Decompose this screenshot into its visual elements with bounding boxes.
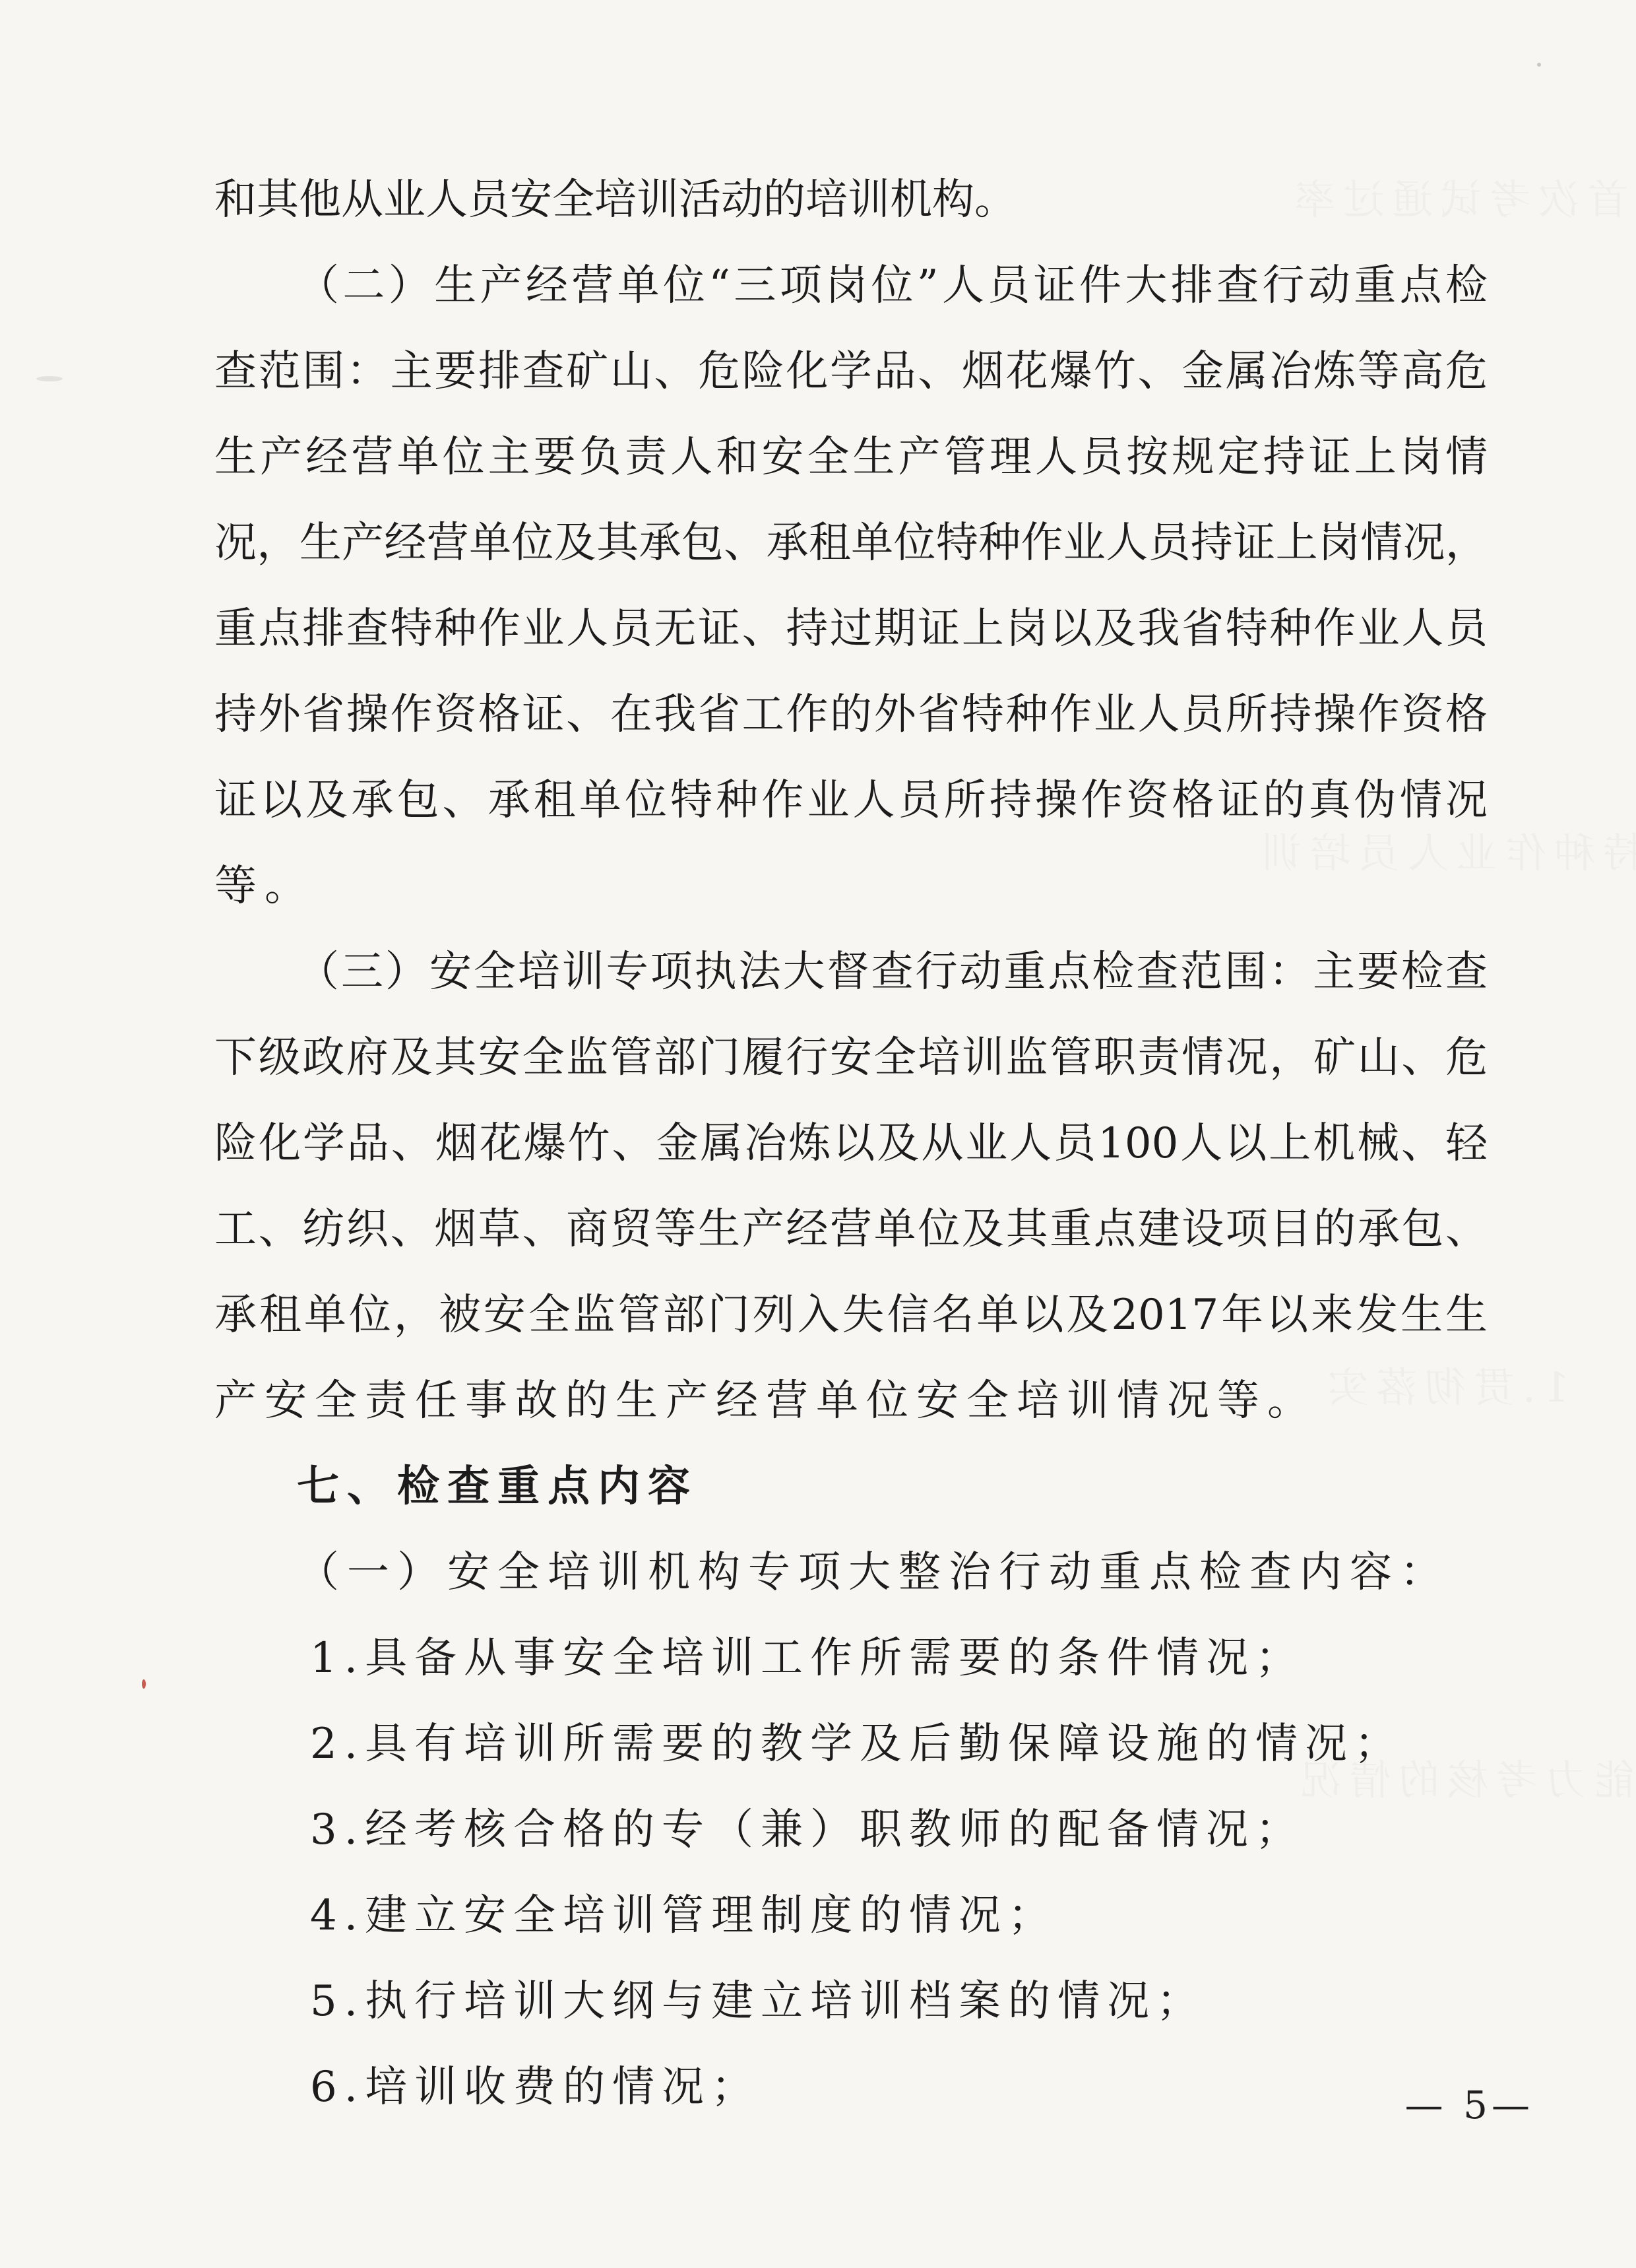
paragraph-line: 工、纺织、烟草、商贸等生产经营单位及其重点建设项目的承包、 <box>214 1205 1488 1254</box>
paragraph-line: 证以及承包、承租单位特种作业人员所持操作资格证的真伪情况 <box>214 776 1488 825</box>
paragraph-line: 等。 <box>214 862 315 911</box>
list-item: 2.具有培训所需要的教学及后勤保障设施的情况； <box>310 1720 1404 1768</box>
list-item: 4.建立安全培训管理制度的情况； <box>310 1891 1058 1940</box>
paragraph-line: 下级政府及其安全监管部门履行安全培训监管职责情况，矿山、危 <box>214 1033 1488 1082</box>
section-heading-line: （二）生产经营单位“三项岗位”人员证件大排查行动重点检 <box>297 261 1488 310</box>
scan-speck <box>36 376 63 381</box>
list-item: 3.经考核合格的专（兼）职教师的配备情况； <box>310 1805 1306 1854</box>
paragraph-line: 持外省操作资格证、在我省工作的外省特种作业人员所持操作资格 <box>214 690 1488 739</box>
page-number: — 5— <box>1404 2083 1534 2127</box>
list-item: 6.培训收费的情况； <box>310 2063 761 2112</box>
paragraph-line: 险化学品、烟花爆竹、金属冶炼以及从业人员100人以上机械、轻 <box>214 1119 1488 1168</box>
show-through-text <box>1319 1356 1569 1419</box>
paragraph-line: 生产经营单位主要负责人和安全生产管理人员按规定持证上岗情 <box>214 433 1488 482</box>
paragraph-line: 况，生产经营单位及其承包、承租单位特种作业人员持证上岗情况， <box>214 519 1488 567</box>
list-item: 1.具备从事安全培训工作所需要的条件情况； <box>310 1634 1306 1683</box>
paragraph-line: 重点排查特种作业人员无证、持过期证上岗以及我省特种作业人员 <box>214 604 1488 653</box>
paragraph-line: 承租单位，被安全监管部门列入失信名单以及2017年以来发生生 <box>214 1291 1488 1340</box>
paragraph-line: 和其他从业人员安全培训活动的培训机构。 <box>214 176 1017 224</box>
paragraph-line: 查范围：主要排查矿山、危险化学品、烟花爆竹、金属冶炼等高危 <box>214 347 1488 396</box>
paragraph-line: 产安全责任事故的生产经营单位安全培训情况等。 <box>214 1377 1317 1425</box>
show-through-text <box>1286 168 1636 232</box>
scan-speck <box>1537 63 1541 67</box>
list-item: 5.执行培训大纲与建立培训档案的情况； <box>310 1977 1207 2026</box>
subsection-heading: （一）安全培训机构专项大整治行动重点检查内容： <box>297 1548 1450 1597</box>
chapter-heading: 七、检查重点内容 <box>297 1462 698 1511</box>
section-heading-line: （三）安全培训专项执法大督查行动重点检查范围：主要检查 <box>297 948 1488 996</box>
scan-speck <box>142 1679 146 1689</box>
